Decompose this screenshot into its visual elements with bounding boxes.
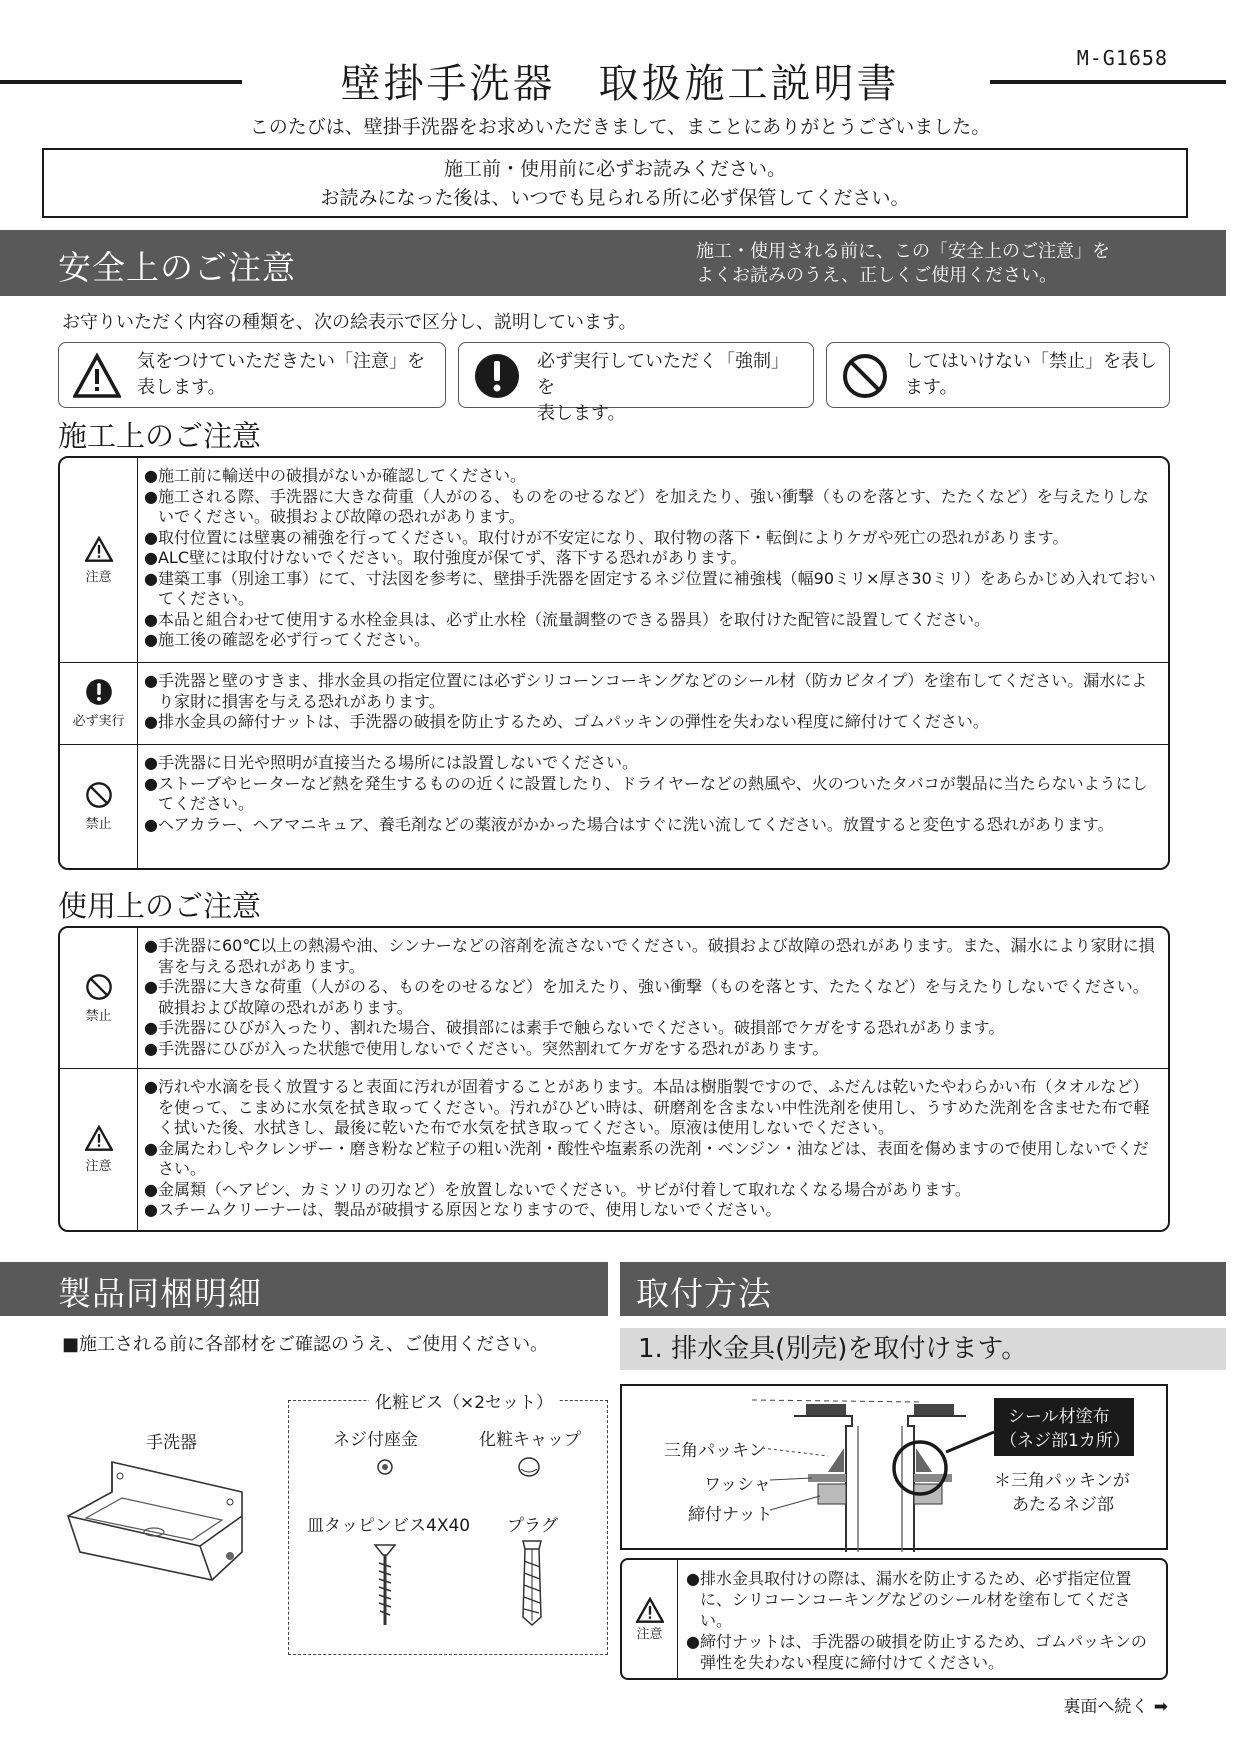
list-item: ● 手洗器と壁のすきま、排水金具の指定位置には必ずシリコーンコーキングなどのシール材（防カビタイプ）を塗布してください。漏水により家財に損害を与える恐れがあります。 [144, 671, 1162, 712]
seal-callout-line2: （ネジ部1カ所） [1000, 1431, 1130, 1451]
legend-prohibited [826, 342, 1170, 408]
list-item: ● ヘアカラー、ヘアマニキュア、養毛剤などの薬液がかかった場合はすぐに洗い流してください。放置すると変色する恐れがあります。 [144, 815, 1162, 836]
construction-row-caution [60, 458, 1168, 662]
list-item: ● 施工前に輸送中の破損がないか確認してください。 [144, 466, 1162, 487]
plug-label: プラグ [507, 1516, 558, 1536]
basin-illustration [62, 1456, 262, 1586]
construction-heading: 施工上のご注意 [58, 419, 262, 453]
caution-triangle-icon [85, 536, 113, 562]
cap-label: 化粧キャップ [479, 1430, 581, 1450]
caution-list [138, 458, 1168, 662]
list-item: ● 金属たわしやクレンザー・磨き粉など粒子の粗い洗剤・酸性や塩素系の洗剤・ベンジン・油などは、表面を傷めますので使用しないでください。 [144, 1139, 1162, 1180]
cap-icon [517, 1455, 541, 1479]
prohibited-circle-icon [85, 781, 113, 809]
list-item: ● 施工される際、手洗器に大きな荷重（人がのる、ものをのせるなど）を加えたり、強い衝撃（ものを落とす、たたくなど）を与えたりしないでください。破損および故障の恐れがあります。 [144, 487, 1162, 528]
wall-plug-icon [517, 1537, 547, 1629]
caution-list [138, 1069, 1168, 1230]
install-caution-box [620, 1558, 1168, 1680]
mandatory-exclamation-icon [473, 352, 521, 400]
list-item: ● 手洗器にひびが入った状態で使用しないでください。突然割れてケガをする恐れがあります。 [144, 1039, 1162, 1060]
list-item: ● 取付位置には壁裏の補強を行ってください。取付けが不安定になり、取付物の落下・転倒によりケガや死亡の恐れがあります。 [144, 528, 1162, 549]
caution-triangle-icon [73, 352, 121, 400]
construction-row-prohibited [60, 744, 1168, 868]
list-item: ● 汚れや水滴を長く放置すると表面に汚れが固着することがあります。本品は樹脂製ですので、ふだんは乾いたやわらかい布（タオルなど）を使って、こまめに水気を拭き取ってください。汚れがひどい時は、研磨剤を含まない中性洗剤を使用し、うすめた洗剤を含ませた布で軽く拭いた後、水拭きし、最後に乾いた布で水気を拭き取ってください。原液は使用しないでください。 [144, 1077, 1162, 1139]
install-caution-list [678, 1560, 1166, 1678]
list-item: ● 手洗器に日光や照明が直接当たる場所には設置しないでください。 [144, 753, 1162, 774]
mandatory-exclamation-icon [85, 678, 113, 706]
prohibited-circle-icon [841, 352, 889, 400]
thread-note-line2: あたるネジ部 [1012, 1495, 1114, 1515]
install-step-1: 1. 排水金具(別売)を取付けます。 [620, 1328, 1226, 1370]
thanks-message: このたびは、壁掛手洗器をお求めいただきまして、まことにありがとうございました。 [249, 116, 991, 138]
parts-section-band [0, 1262, 608, 1316]
row-label: 注意 [636, 1626, 663, 1642]
legend-caution-line2: 表します。 [137, 377, 226, 398]
row-label: 必ず実行 [72, 714, 125, 729]
list-item: ● 本品と組合わせて使用する水栓金具は、必ず止水栓（流量調整のできる器具）を取付けた配管に設置してください。 [144, 610, 1162, 631]
row-label: 禁止 [85, 1008, 112, 1024]
parts-note: ■施工される前に各部材をご確認のうえ、ご使用ください。 [62, 1334, 549, 1355]
caution-triangle-icon [636, 1597, 664, 1623]
screw-label: 皿タッピンビス4X40 [307, 1516, 471, 1536]
read-notice-box [42, 148, 1188, 218]
list-item: ● 建築工事（別途工事）にて、寸法図を参考に、壁掛手洗器を固定するネジ位置に補強桟（幅90ミリ×厚さ30ミリ）をあらかじめ入れておいてください。 [144, 569, 1162, 610]
list-item: ● 手洗器に大きな荷重（人がのる、ものをのせるなど）を加えたり、強い衝撃（ものを落とす、たたくなど）を与えたりしないでください。破損および故障の恐れがあります。 [144, 977, 1162, 1018]
legend-caution [58, 342, 446, 408]
usage-heading: 使用上のご注意 [58, 889, 262, 923]
legend-mandatory-line1: 必ず実行していただく「強制」を [537, 351, 789, 398]
legend-prohibited-line1: してはいけない「禁止」を表し [905, 351, 1157, 372]
construction-row-mandatory [60, 662, 1168, 744]
triangle-packing-label: 三角パッキン [664, 1441, 766, 1461]
install-heading: 取付方法 [636, 1274, 772, 1313]
washer-part-label: ワッシャ [704, 1475, 771, 1495]
safety-intro: お守りいただく内容の種類を、次の絵表示で区分し、説明しています。 [62, 312, 637, 333]
list-item: ● 施工後の確認を必ず行ってください。 [144, 630, 1162, 651]
row-label: 注意 [85, 1159, 112, 1174]
legend-prohibited-line2: ます。 [905, 377, 958, 398]
list-item: ● ストーブやヒーターなど熱を発生するものの近くに設置したり、ドライヤーなどの熱風や、火のついたタバコが製品に当たらないようにしてください。 [144, 774, 1162, 815]
arrow-right-icon: ➡ [1153, 1697, 1168, 1717]
prohibited-list [138, 928, 1168, 1068]
list-item: ● 手洗器に60℃以上の熱湯や油、シンナーなどの溶剤を流さないでください。破損および故障の恐れがあります。また、漏水により家財に損害を与える恐れがあります。 [144, 936, 1162, 977]
construction-caution-table [58, 456, 1170, 870]
mandatory-list [138, 663, 1168, 744]
read-notice-line2: お読みになった後は、いつでも見られる所に必ず保管してください。 [320, 187, 910, 209]
drain-fitting-figure [620, 1384, 1168, 1550]
legend-mandatory-line2: 表します。 [537, 403, 626, 424]
seal-callout-line1: シール材塗布 [1008, 1407, 1110, 1427]
washer-label: ネジ付座金 [333, 1430, 418, 1450]
caution-triangle-icon [85, 1125, 113, 1151]
basin-label: 手洗器 [146, 1433, 197, 1453]
continue-label: 裏面へ続く [1063, 1697, 1149, 1717]
list-item: ● 排水金具取付けの際は、漏水を防止するため、必ず指定位置に、シリコーンコーキングなどのシール材を塗布してください。 [686, 1568, 1158, 1631]
usage-caution-table [58, 926, 1170, 1232]
read-notice-line1: 施工前・使用前に必ずお読みください。 [443, 158, 786, 180]
list-item: ● 排水金具の締付ナットは、手洗器の破損を防止するため、ゴムパッキンの弾性を失わない程度に締付けてください。 [144, 712, 1162, 733]
row-label: 注意 [85, 569, 112, 585]
document-number: M-G1658 [1076, 46, 1168, 70]
tightening-nut-label: 締付ナット [688, 1505, 773, 1525]
safety-side-line1: 施工・使用される前に、この「安全上のご注意」を [696, 241, 1110, 262]
row-label: 禁止 [85, 817, 112, 832]
screw-set-box [288, 1393, 608, 1655]
list-item: ● スチームクリーナーは、製品が破損する原因となりますので、使用しないでください。 [144, 1200, 1162, 1221]
list-item: ● 金属類（ヘアピン、カミソリの刃など）を放置しないでください。サビが付着して取れなくなる場合があります。 [144, 1180, 1162, 1201]
parts-heading: 製品同梱明細 [58, 1274, 262, 1313]
screw-set-label: 化粧ビス（×2セット） [369, 1388, 559, 1413]
prohibited-list [138, 745, 1168, 868]
washer-icon [375, 1457, 395, 1477]
install-section-band [620, 1262, 1226, 1316]
page-title: 壁掛手洗器 取扱施工説明書 [340, 61, 900, 107]
list-item: ● ALC壁には取付けないでください。取付強度が保てず、落下する恐れがあります。 [144, 548, 1162, 569]
safety-section-band [0, 230, 1226, 296]
list-item: ● 締付ナットは、手洗器の破損を防止するため、ゴムパッキンの弾性を失わない程度に締付けてください。 [686, 1631, 1158, 1673]
tapping-screw-icon [373, 1541, 397, 1631]
safety-side-note [696, 240, 1110, 288]
legend-caution-line1: 気をつけていただきたい「注意」を [137, 351, 425, 372]
list-item: ● 手洗器にひびが入ったり、割れた場合、破損部には素手で触らないでください。破損部でケガをする恐れがあります。 [144, 1018, 1162, 1039]
safety-side-line2: よくお読みのうえ、正しくご使用ください。 [696, 265, 1058, 286]
prohibited-circle-icon [85, 973, 113, 1001]
safety-heading: 安全上のご注意 [58, 248, 296, 287]
thread-note-line1: ＊三角パッキンが [994, 1471, 1130, 1491]
continue-overleaf [1063, 1692, 1168, 1717]
usage-row-caution [60, 1068, 1168, 1230]
legend-mandatory [458, 342, 814, 424]
usage-row-prohibited [60, 928, 1168, 1068]
